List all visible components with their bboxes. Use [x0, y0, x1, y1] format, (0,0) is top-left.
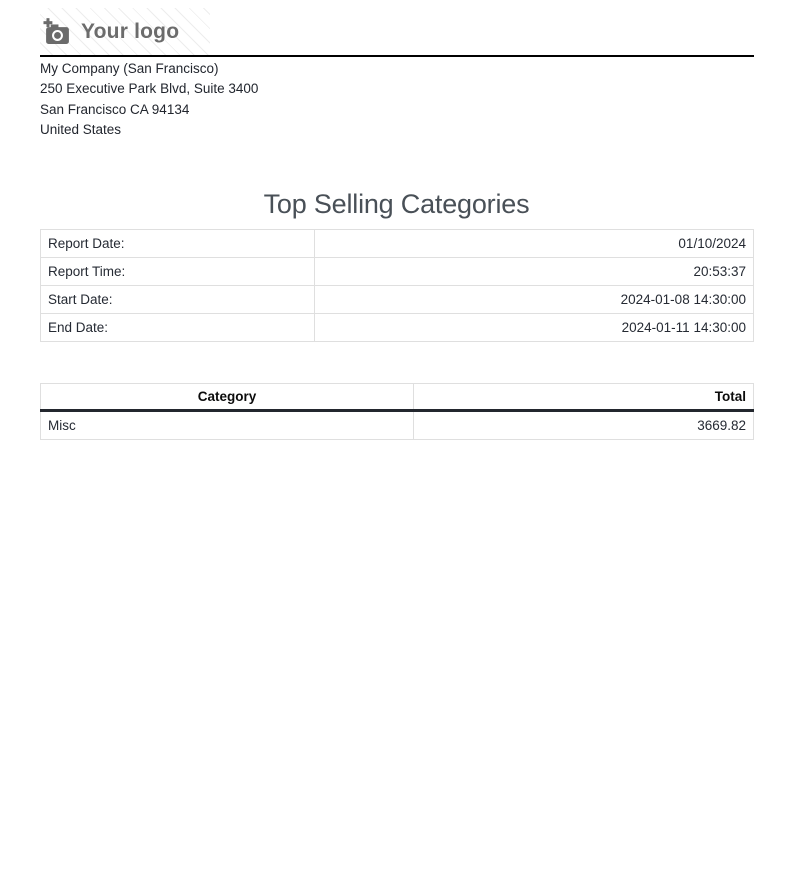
meta-value: 2024-01-11 14:30:00 [315, 314, 754, 342]
meta-value: 2024-01-08 14:30:00 [315, 286, 754, 314]
report-meta-table [40, 229, 754, 342]
meta-row-report-time [41, 258, 754, 286]
table-row [41, 411, 754, 440]
column-header-total: Total [414, 384, 754, 411]
address-line-street: 250 Executive Park Blvd, Suite 3400 [40, 81, 259, 97]
meta-label: End Date: [41, 314, 315, 342]
meta-row-start-date [41, 286, 754, 314]
meta-label: Report Time: [41, 258, 315, 286]
meta-value: 20:53:37 [315, 258, 754, 286]
address-line-company: My Company (San Francisco) [40, 61, 219, 76]
total-cell: 3669.82 [414, 411, 754, 440]
camera-plus-icon [43, 17, 72, 47]
meta-row-report-date [41, 230, 754, 258]
logo-text: Your logo [81, 20, 180, 43]
meta-row-end-date [41, 314, 754, 342]
meta-value: 01/10/2024 [315, 230, 754, 258]
category-cell: Misc [41, 411, 414, 440]
header-divider [40, 55, 754, 57]
page-title: Top Selling Categories [263, 189, 530, 219]
meta-label: Start Date: [41, 286, 315, 314]
table-header-row [41, 384, 754, 411]
meta-label: Report Date: [41, 230, 315, 258]
logo-placeholder [40, 8, 210, 56]
address-line-city: San Francisco CA 94134 [40, 101, 190, 117]
address-line-country: United States [40, 122, 122, 138]
company-address [40, 59, 440, 141]
column-header-category: Category [41, 384, 414, 411]
category-totals-table [40, 383, 754, 440]
